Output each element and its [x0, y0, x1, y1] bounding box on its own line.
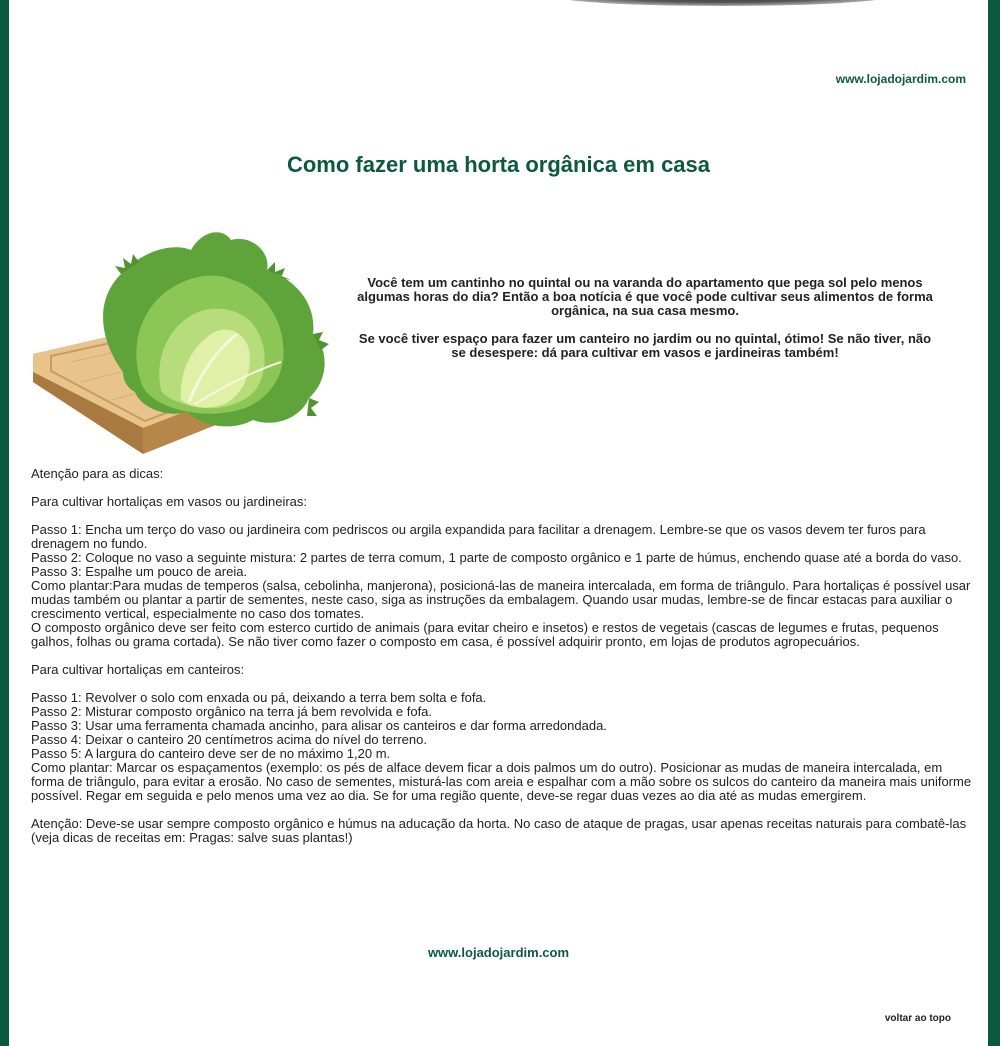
back-to-top-link[interactable]: voltar ao topo: [884, 1013, 951, 1024]
newsletter-page: [9, 0, 988, 1046]
canteiros-heading: Para cultivar hortaliças em canteiros:: [31, 662, 245, 677]
canteiros-step: Como plantar: Marcar os espaçamentos (exemplo: os pés de alface devem ficar a dois palmos um do outro). Posicionar as mudas de maneira intercalada, em forma de triângulo, para evitar a erosão. No caso de sementes, misturá-las com areia e espalhar com a mão sobre os sulcos do canteiro da maneira mais uniforme possível. Regar em seguida e pelo menos uma vez ao dia. Se for uma região quente, deve-se regar duas vezes ao dia até as mudas emergirem.: [31, 760, 972, 803]
warning-paragraph: Atenção: Deve-se usar sempre composto orgânico e húmus na aducação da horta. No caso de ataque de pragas, usar apenas receitas naturais para combatê-las (veja dicas de receitas em: Pragas: salve suas plantas!): [31, 816, 967, 845]
intro-text: [355, 276, 935, 374]
article-body: [31, 467, 976, 859]
canteiros-steps: [31, 691, 976, 803]
header-site-link[interactable]: www.lojadojardim.com: [835, 72, 966, 86]
intro-paragraph: Se você tiver espaço para fazer um canteiro no jardim ou no quintal, ótimo! Se não tiver, não se desespere: dá para cultivar em vasos e jardineiras também!: [358, 331, 932, 360]
canteiros-step: Passo 1: Revolver o solo com enxada ou pá, deixando a terra bem solta e fofa.: [31, 690, 487, 705]
tips-heading: Atenção para as dicas:: [31, 466, 164, 481]
article-title: Como fazer uma horta orgânica em casa: [286, 152, 711, 177]
footer-site-link[interactable]: www.lojadojardim.com: [427, 945, 570, 960]
vasos-step: Como plantar:Para mudas de temperos (salsa, cebolinha, manjerona), posicioná-las de maneira intercalada, em forma de triângulo. Para hortaliças é possível usar mudas também ou plantar a partir de sementes, neste caso, siga as instruções da embalagem. Quando usar mudas, lembre-se de fincar estacas para auxiliar o crescimento vertical, especialmente no caso dos tomates.: [31, 578, 971, 621]
footer-site-link-container: [9, 945, 988, 960]
canteiros-step: Passo 3: Usar uma ferramenta chamada ancinho, para alisar os canteiros e dar forma arredondada.: [31, 718, 607, 733]
canteiros-step: Passo 2: Misturar composto orgânico na terra já bem revolvida e fofa.: [31, 704, 433, 719]
vasos-steps: [31, 523, 976, 649]
intro-paragraph: Você tem um cantinho no quintal ou na varanda do apartamento que pega sol pelo menos algumas horas do dia? Então a boa notícia é que você pode cultivar seus alimentos de forma orgânica, na sua casa mesmo.: [357, 275, 933, 318]
vasos-step: Passo 3: Espalhe um pouco de areia.: [31, 564, 248, 579]
canteiros-step: Passo 4: Deixar o canteiro 20 centímetros acima do nível do terreno.: [31, 732, 427, 747]
canteiros-step: Passo 5: A largura do canteiro deve ser de no máximo 1,20 m.: [31, 746, 391, 761]
vasos-heading: Para cultivar hortaliças em vasos ou jardineiras:: [31, 494, 308, 509]
vasos-step: O composto orgânico deve ser feito com esterco curtido de animais (para evitar cheiro e insetos) e restos de vegetais (cascas de legumes e frutas, pequenos galhos, folhas ou grama cortada). Se não tiver como fazer o composto em casa, é possível adquirir pronto, em lojas de produtos agropecuários.: [31, 620, 939, 649]
vasos-step: Passo 2: Coloque no vaso a seguinte mistura: 2 partes de terra comum, 1 parte de composto orgânico e 1 parte de húmus, enchendo quase até a borda do vaso.: [31, 550, 962, 565]
lettuce-image: [31, 222, 336, 457]
left-border-bar: [0, 0, 9, 1046]
vasos-step: Passo 1: Encha um terço do vaso ou jardineira com pedriscos ou argila expandida para facilitar a drenagem. Lembre-se que os vasos devem ter furos para drenagem no fundo.: [31, 522, 926, 551]
right-border-bar: [988, 0, 1000, 1046]
